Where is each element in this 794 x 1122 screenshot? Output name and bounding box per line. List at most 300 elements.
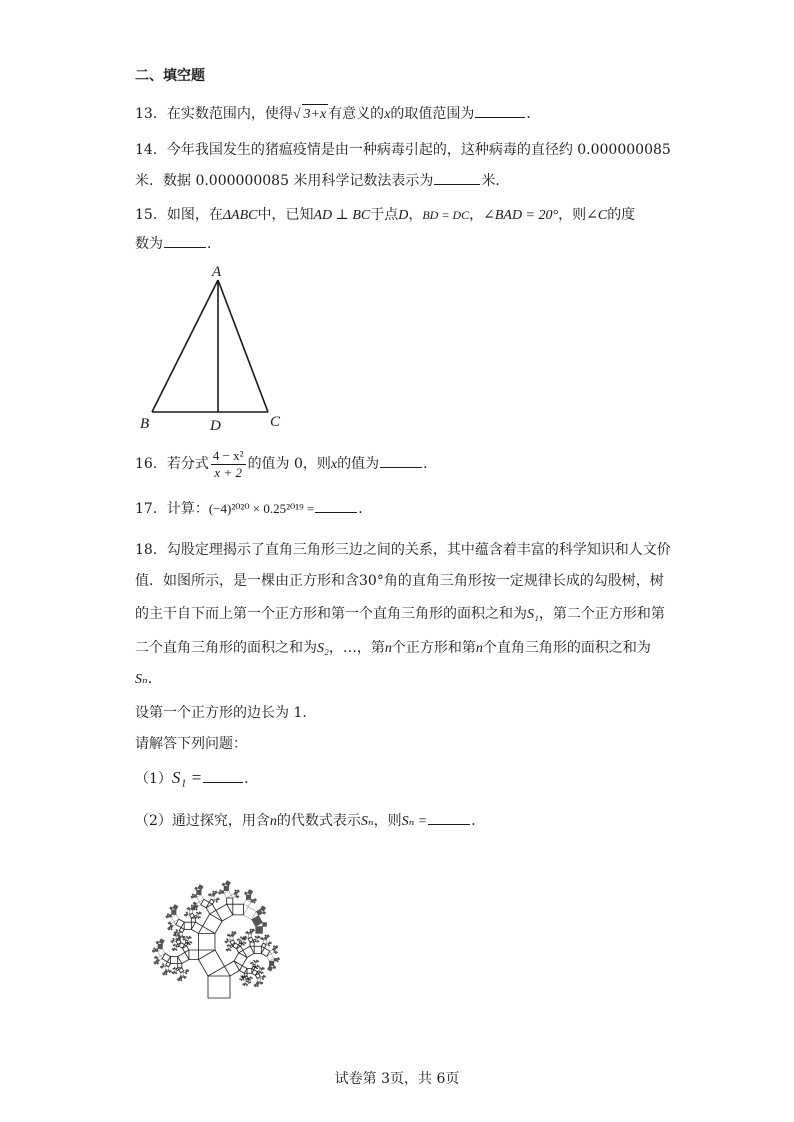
tree-square — [186, 914, 188, 916]
tree-square — [244, 973, 247, 976]
tree-square — [208, 894, 209, 895]
q18-s1: S₁ — [527, 607, 539, 622]
q13-var: x — [384, 107, 391, 122]
tree-square — [230, 950, 231, 951]
tree-square — [244, 945, 245, 946]
tree-square — [277, 960, 279, 962]
tree-square — [190, 944, 191, 945]
q18-line5 — [135, 669, 162, 690]
label-d: D — [210, 418, 221, 434]
tree-square — [218, 899, 219, 900]
q14-answer-blank[interactable] — [434, 183, 480, 185]
q18-s2: S₂ — [317, 641, 329, 656]
tree-square — [188, 913, 190, 915]
tree-square — [240, 979, 241, 980]
tree-square — [245, 943, 246, 944]
tree-square — [191, 905, 193, 907]
tree-square — [269, 961, 274, 966]
tree-square — [227, 938, 228, 939]
tree-square — [257, 968, 258, 969]
tree-square — [169, 914, 172, 917]
tree-square — [192, 894, 194, 896]
tree-square — [153, 948, 155, 950]
tree-square — [274, 951, 276, 953]
tree-square — [178, 964, 182, 968]
tree-square — [190, 942, 191, 943]
tree-square — [246, 985, 247, 986]
tree-square — [233, 904, 244, 915]
q15-perp: AD ⊥ BC — [313, 208, 371, 223]
tree-square — [263, 979, 264, 980]
tree-square — [254, 960, 255, 961]
tree-square — [237, 897, 238, 898]
tree-square — [264, 976, 265, 977]
q14-line1: 14．今年我国发生的猪瘟疫情是由一种病毒引起的，这种病毒的直径约 0.000000085 — [135, 142, 671, 158]
tree-square — [173, 934, 174, 935]
tree-square — [170, 971, 171, 972]
q15-equality: BD = DC — [422, 208, 470, 222]
tree-square — [251, 978, 252, 979]
tree-square — [277, 957, 280, 960]
tree-square — [209, 899, 214, 904]
q13-pre: 13．在实数范围内，使得 — [135, 106, 293, 122]
tree-square — [163, 964, 164, 965]
tree-square — [247, 931, 248, 932]
q13-answer-blank[interactable] — [475, 116, 525, 118]
tree-square — [217, 901, 218, 902]
tree-square — [178, 952, 189, 963]
q15-mid1: 中，已知 — [257, 207, 314, 223]
q16-numerator: 4 − x² — [212, 447, 244, 463]
tree-square — [256, 927, 263, 934]
q18-sub1-pre: （1） — [135, 771, 172, 787]
tree-square — [254, 902, 256, 904]
q18-sub2-answer-blank[interactable] — [428, 823, 470, 825]
tree-square — [162, 965, 164, 967]
q18-sub2-pre: （2）通过探究，用含 — [135, 813, 270, 829]
tree-square — [176, 973, 177, 974]
tree-square — [198, 950, 224, 976]
tree-square — [173, 904, 178, 909]
tree-square — [252, 966, 255, 969]
tree-square — [263, 922, 267, 926]
tree-square — [263, 968, 264, 969]
label-c: C — [270, 414, 281, 430]
tree-square — [258, 966, 259, 967]
tree-square — [185, 970, 187, 972]
tree-square — [225, 881, 230, 886]
tree-square — [250, 980, 251, 981]
tree-square — [187, 936, 188, 937]
tree-square — [191, 895, 194, 898]
q18-sub1-answer-blank[interactable] — [203, 781, 243, 783]
q18-line4-mid: ，…，第 — [328, 640, 385, 656]
tree-square — [244, 900, 251, 907]
tree-square — [230, 950, 231, 951]
tree-square — [196, 912, 197, 913]
tree-square — [260, 977, 262, 979]
tree-square — [172, 949, 173, 950]
tree-square — [165, 973, 167, 975]
tree-square — [183, 939, 184, 940]
tree-square — [210, 894, 212, 896]
tree-square — [265, 935, 267, 937]
q18-n2: n — [475, 641, 483, 656]
tree-square — [261, 948, 269, 956]
tree-square — [229, 934, 230, 935]
tree-square — [226, 938, 227, 939]
tree-square — [187, 908, 188, 909]
tree-square — [236, 895, 238, 897]
tree-square — [172, 938, 173, 939]
q14-line2 — [135, 171, 509, 191]
tree-square — [187, 970, 188, 971]
q16-var: x — [330, 457, 338, 472]
tree-square — [246, 932, 247, 933]
tree-square — [273, 966, 276, 969]
q14-line2-post: 米． — [481, 173, 510, 189]
q16-mid: 的值为 0，则 — [247, 456, 331, 472]
tree-square — [227, 935, 228, 936]
tree-square — [250, 982, 251, 983]
q15-line2 — [135, 234, 221, 254]
tree-square — [186, 912, 187, 913]
tree-square — [170, 907, 173, 910]
tree-square — [193, 903, 194, 904]
q15-mid3: ，则 — [558, 207, 587, 223]
tree-square — [227, 945, 228, 946]
tree-square — [176, 929, 177, 930]
tree-square — [198, 933, 215, 950]
tree-square — [254, 946, 261, 953]
tree-square — [197, 912, 198, 913]
q16-answer-blank[interactable] — [380, 466, 422, 468]
tree-square — [191, 918, 195, 922]
tree-square — [246, 979, 248, 981]
tree-square — [258, 941, 259, 942]
tree-square — [169, 922, 170, 923]
tree-square — [276, 952, 277, 953]
q18-sub1-end: ． — [244, 771, 259, 787]
tree-square — [244, 942, 245, 943]
q15-point-d: D — [398, 208, 409, 223]
tree-square — [238, 943, 241, 946]
q18-sub2 — [135, 811, 485, 832]
tree-square — [169, 923, 171, 925]
tree-square — [238, 896, 239, 897]
tree-square — [274, 958, 277, 961]
tree-square — [156, 956, 157, 957]
tree-square — [189, 950, 199, 960]
tree-square — [168, 923, 169, 924]
q16-pre: 16．若分式 — [135, 456, 209, 472]
tree-square — [176, 950, 177, 951]
tree-square — [227, 898, 233, 904]
tree-square — [184, 978, 185, 979]
tree-square — [247, 968, 252, 973]
tree-square — [255, 966, 256, 967]
q18-line5-end: ． — [147, 671, 162, 687]
tree-square — [262, 979, 263, 980]
q18-line1: 18．勾股定理揭示了直角三角形三边之间的关系，其中蕴含着丰富的科学知识和人文价 — [135, 542, 671, 558]
tree-square — [177, 929, 178, 930]
q16-denominator: x + 2 — [214, 464, 242, 480]
tree-square — [237, 939, 238, 940]
tree-square — [195, 887, 198, 890]
tree-square — [176, 950, 177, 951]
label-b: B — [140, 416, 150, 432]
question-13 — [135, 104, 540, 125]
tree-square — [239, 978, 240, 979]
tree-square — [184, 914, 185, 915]
tree-square — [250, 963, 251, 964]
tree-square — [256, 936, 257, 937]
tree-square — [194, 895, 197, 898]
q18-line6: 设第一个正方形的边长为 1． — [135, 705, 317, 721]
tree-square — [191, 922, 202, 933]
tree-square — [229, 935, 231, 937]
tree-square — [246, 895, 251, 900]
tree-square — [182, 936, 184, 938]
q15-triangle: ΔABC — [222, 208, 258, 223]
tree-square — [171, 928, 173, 930]
section-title: 二、填空题 — [135, 68, 205, 84]
tree-square — [259, 966, 260, 967]
q18-line4-pre: 二个直角三角形的面积之和为 — [135, 640, 317, 656]
tree-square — [259, 937, 260, 938]
tree-square — [267, 966, 272, 971]
tree-square — [166, 962, 171, 967]
q15-answer-blank[interactable] — [164, 246, 206, 248]
q18-sub1 — [135, 768, 258, 789]
tree-square — [156, 941, 159, 944]
tree-square — [158, 944, 163, 949]
question-17 — [135, 499, 372, 519]
tree-square — [169, 972, 170, 973]
tree-square — [270, 942, 271, 943]
tree-square — [273, 945, 275, 947]
tree-square — [250, 942, 254, 946]
tree-square — [246, 936, 247, 937]
q18-line4-post: 个直角三角形的面积之和为 — [482, 640, 651, 656]
tree-square — [262, 937, 263, 938]
q18-sub1-expr: S₁ = — [171, 768, 203, 787]
tree-square — [212, 891, 214, 893]
tree-square — [183, 976, 185, 978]
tree-square — [188, 907, 189, 908]
tree-square — [259, 982, 261, 984]
triangle-figure — [130, 262, 300, 437]
q15-pre: 15．如图，在 — [135, 207, 223, 223]
tree-square — [187, 912, 188, 913]
tree-square — [173, 968, 174, 969]
q17-answer-blank[interactable] — [315, 511, 357, 513]
sqrt-symbol: √ — [292, 107, 301, 122]
tree-square — [245, 936, 246, 937]
tree-square — [247, 889, 252, 894]
tree-square — [243, 938, 244, 939]
tree-square — [242, 943, 243, 944]
tree-square — [268, 946, 269, 947]
tree-square — [198, 885, 203, 890]
tree-square — [174, 940, 176, 942]
tree-square — [162, 964, 163, 965]
tree-square — [261, 943, 266, 948]
tree-square — [168, 970, 170, 972]
tree-square — [228, 940, 230, 942]
tree-square — [216, 902, 217, 903]
tree-square — [186, 936, 187, 937]
pythagoras-tree-figure — [130, 840, 310, 1005]
tree-square — [156, 957, 158, 959]
tree-square — [183, 938, 184, 939]
q18-line2: 值．如图所示，是一棵由正方形和含30°角的直角三角形按一定规律长成的勾股树，树 — [135, 573, 664, 589]
tree-square — [166, 967, 169, 970]
q16-fraction — [211, 448, 246, 481]
q18-sub2-mid: 的代数式表示 — [276, 813, 361, 829]
tree-square — [263, 972, 264, 973]
tree-square — [173, 938, 174, 939]
tree-square — [157, 963, 159, 965]
q13-post1: 有意义的 — [328, 106, 385, 122]
tree-square — [216, 899, 218, 901]
q18-line4-mid2: 个正方形和第 — [391, 640, 476, 656]
tree-square — [241, 976, 242, 977]
tree-square — [154, 957, 155, 958]
tree-square — [247, 932, 249, 934]
tree-square — [188, 908, 190, 910]
tree-square — [184, 971, 186, 973]
side-ab — [152, 280, 218, 412]
q18-line3 — [135, 604, 665, 625]
tree-square — [171, 941, 172, 942]
tree-square — [175, 934, 177, 936]
q15-comma2: ， — [469, 207, 484, 223]
q17-pre: 17．计算： — [135, 501, 209, 517]
q13-end: ． — [526, 106, 541, 122]
tree-square — [245, 976, 248, 979]
q18-n1: n — [384, 641, 392, 656]
tree-square — [252, 978, 253, 979]
tree-square — [172, 910, 177, 915]
tree-square — [160, 966, 161, 967]
tree-square — [243, 984, 244, 985]
tree-square — [167, 913, 169, 915]
tree-square — [263, 940, 266, 943]
q15-line2-text: 数为 — [135, 236, 163, 252]
tree-square — [186, 973, 187, 974]
tree-square — [275, 953, 276, 954]
tree-square — [262, 982, 263, 983]
tree-square — [185, 977, 186, 978]
tree-square — [171, 956, 178, 963]
tree-square — [190, 937, 191, 938]
tree-square — [231, 931, 233, 933]
tree-square — [181, 973, 184, 976]
tree-square — [262, 938, 264, 940]
tree-square — [185, 943, 188, 946]
tree-square — [222, 883, 225, 886]
q18-sub2-mid2: ，则 — [373, 813, 402, 829]
q15-angle: ∠BAD = 20° — [483, 208, 559, 223]
tree-square — [221, 891, 224, 894]
tree-square — [250, 929, 252, 931]
tree-square — [248, 934, 251, 937]
q15-mid2: 于点 — [370, 207, 399, 223]
tree-square — [208, 976, 230, 998]
tree-square — [269, 945, 270, 946]
tree-square — [219, 890, 221, 892]
tree-square — [248, 937, 253, 942]
tree-square — [188, 943, 189, 944]
q15-angle-c: ∠C — [586, 208, 608, 223]
tree-square — [257, 985, 259, 987]
q17-end: ． — [358, 501, 373, 517]
q18-line3-pre: 的主干自下而上第一个正方形和第一个直角三角形的面积之和为 — [135, 606, 527, 622]
tree-square — [174, 932, 175, 933]
tree-square — [262, 976, 264, 978]
q18-sub2-sn: Sₙ — [360, 814, 374, 829]
tree-square — [210, 893, 211, 894]
tree-square — [194, 902, 195, 903]
label-a: A — [212, 264, 222, 280]
q18-line3-post: ，第二个正方形和第 — [538, 606, 665, 622]
tree-square — [172, 972, 173, 973]
tree-square — [226, 940, 228, 942]
q15-end1: 的度 — [607, 207, 636, 223]
q13-post2: 的取值范围为 — [390, 106, 475, 122]
q18-sub2-sn2: Sₙ = — [401, 814, 428, 829]
q15-comma1: ， — [408, 207, 423, 223]
q18-line4 — [135, 638, 651, 659]
question-16 — [135, 446, 437, 483]
tree-square — [184, 922, 191, 929]
q18-sub2-end: ． — [471, 813, 486, 829]
tree-square — [190, 913, 195, 918]
tree-square — [200, 912, 201, 913]
tree-square — [268, 942, 270, 944]
tree-square — [225, 941, 226, 942]
q18-line7: 请解答下列问题： — [135, 736, 247, 752]
q17-expression: (−4)²⁰²⁰ × 0.25²⁰¹⁹ = — [208, 501, 315, 516]
q13-radicand: 3+x — [302, 104, 329, 125]
tree-square — [224, 886, 229, 891]
tree-square — [211, 896, 214, 899]
tree-square — [259, 967, 260, 968]
tree-square — [200, 917, 201, 918]
tree-square — [224, 891, 231, 898]
tree-square — [218, 891, 221, 894]
question-15 — [135, 205, 635, 226]
tree-square — [261, 984, 262, 985]
tree-square — [244, 892, 247, 895]
tree-square — [257, 961, 258, 962]
q14-line2-pre: 米．数据 0.000000085 米用科学记数法表示为 — [135, 173, 434, 189]
side-ac — [218, 280, 268, 412]
tree-square — [263, 911, 266, 914]
tree-square — [178, 931, 180, 933]
tree-square — [175, 931, 177, 933]
tree-square — [255, 936, 256, 937]
tree-square — [260, 938, 261, 939]
tree-square — [155, 949, 158, 952]
tree-square — [186, 973, 187, 974]
tree-square — [159, 939, 164, 944]
tree-square — [253, 960, 254, 961]
tree-square — [173, 945, 174, 946]
tree-square — [252, 916, 263, 927]
tree-square — [241, 937, 242, 938]
